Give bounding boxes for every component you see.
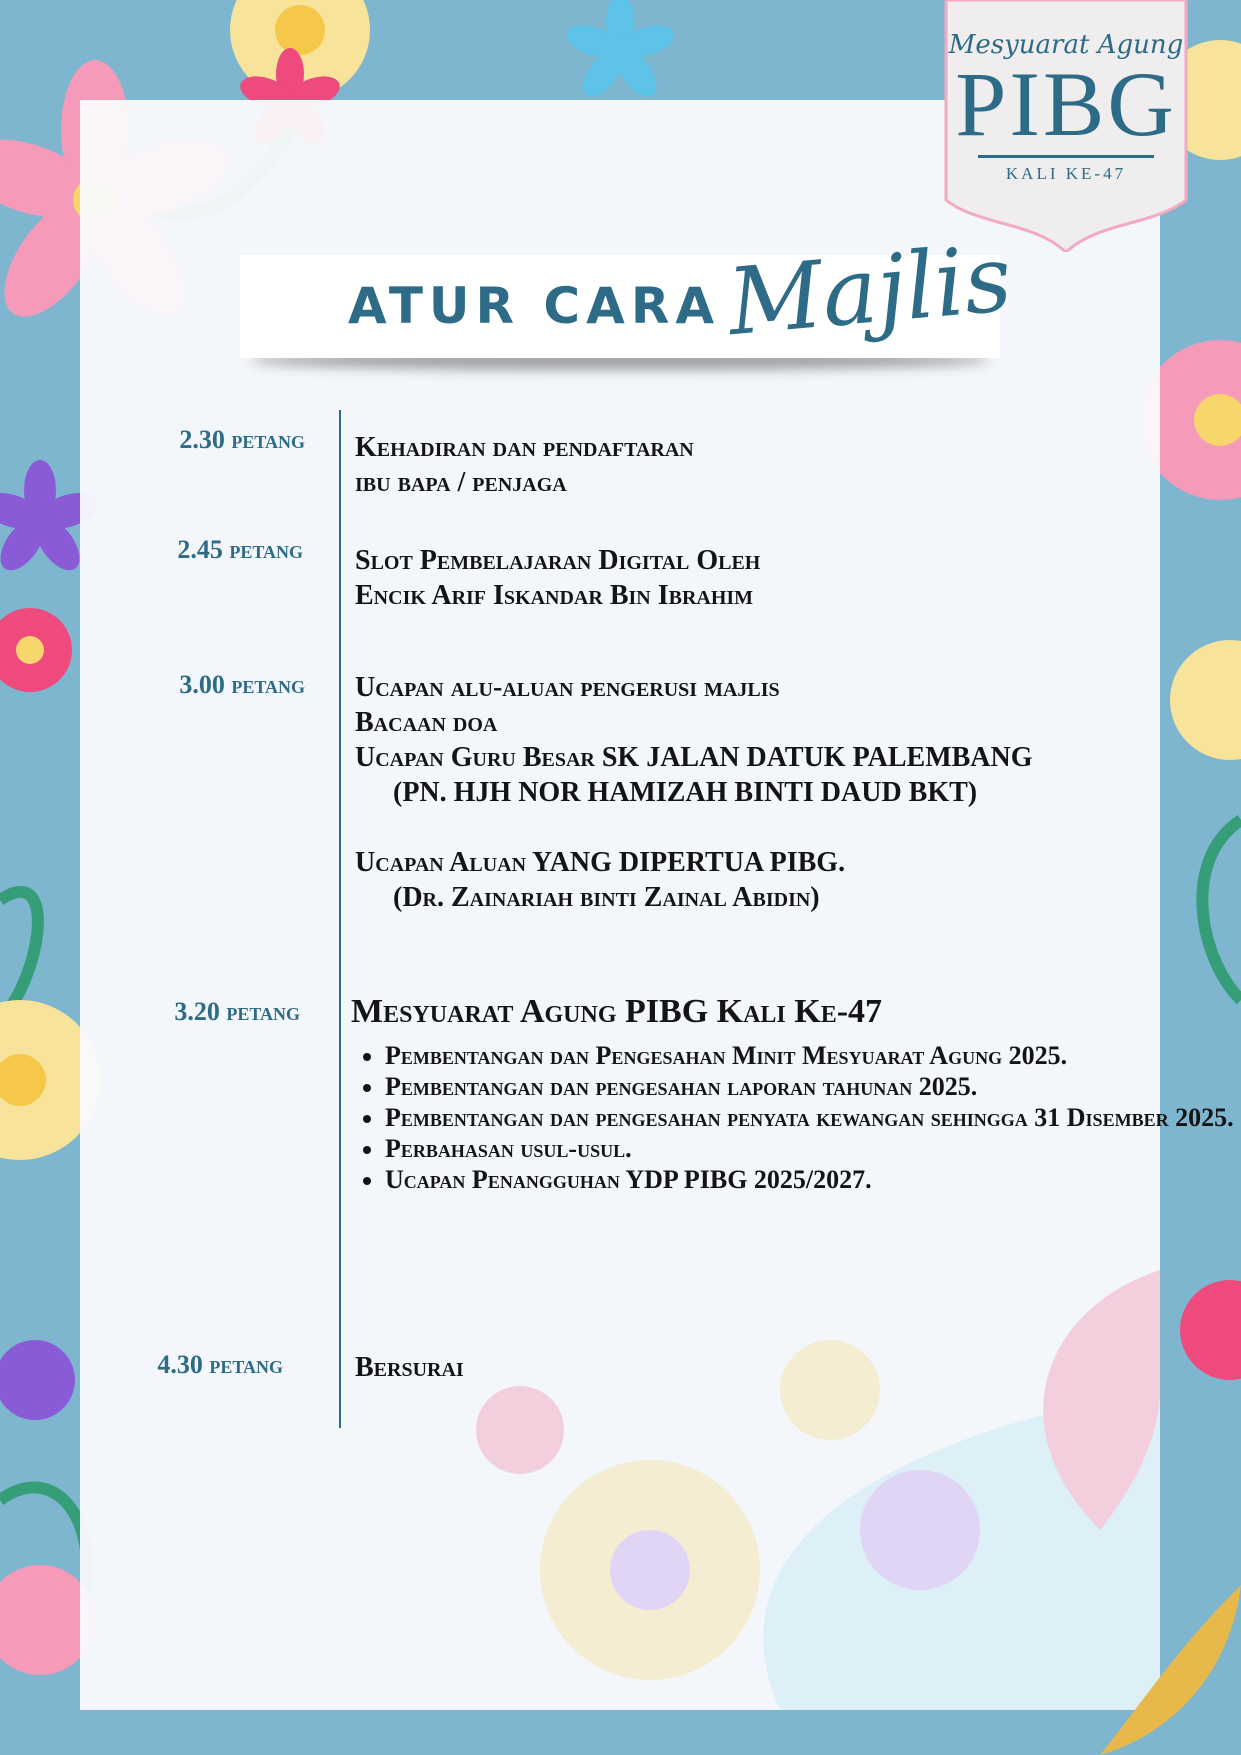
schedule-item: [355, 1350, 464, 1385]
schedule-time: 2.30 petang: [179, 425, 305, 454]
schedule-line: (PN. HJH NOR HAMIZAH BINTI DAUD BKT): [393, 777, 978, 808]
schedule-line: Slot Pembelajaran Digital Oleh: [355, 545, 761, 576]
schedule-item: [355, 670, 1033, 915]
schedule-time: 3.20 petang: [174, 997, 300, 1026]
heading-banner: [240, 224, 1016, 358]
timeline-divider: [339, 410, 341, 1428]
schedule-item: [355, 430, 694, 500]
schedule-time: 4.30 petang: [157, 1350, 283, 1379]
schedule-line: Ucapan alu-aluan pengerusi majlis: [355, 672, 780, 703]
schedule-line: ibu bapa / penjaga: [355, 467, 567, 498]
schedule-line: Bersurai: [355, 1352, 464, 1383]
schedule-line: Encik Arif Iskandar Bin Ibrahim: [355, 580, 754, 611]
schedule-line: Bacaan doa: [355, 707, 498, 738]
agenda-point: • Pembentangan dan Pengesahan Minit Mesyuarat Agung 2025.: [385, 1040, 1234, 1071]
agenda-point: • Pembentangan dan pengesahan laporan tahunan 2025.: [385, 1071, 1234, 1102]
agenda-point: • Ucapan Penangguhan YDP PIBG 2025/2027.: [385, 1164, 1234, 1195]
agenda-list: [351, 1040, 1234, 1195]
badge-edition: KALI KE-47: [1005, 164, 1127, 183]
schedule-line: Ucapan Aluan YANG DIPERTUA PIBG.: [355, 847, 846, 878]
schedule-item: [355, 543, 760, 613]
schedule-spacer: [355, 810, 1033, 845]
agenda-point: • Pembentangan dan pengesahan penyata kewangan sehingga 31 Disember 2025.: [385, 1102, 1234, 1133]
badge-divider: [978, 155, 1154, 158]
page-curl: [1100, 1585, 1241, 1755]
event-badge: [944, 0, 1188, 252]
agenda-point: • Perbahasan usul-usul.: [385, 1133, 1234, 1164]
badge-title: PIBG: [955, 53, 1177, 155]
schedule-time: 3.00 petang: [179, 670, 305, 699]
schedule-line: (Dr. Zainariah binti Zainal Abidin): [393, 882, 820, 913]
schedule-line: Ucapan Guru Besar SK JALAN DATUK PALEMBANG: [355, 742, 1033, 773]
schedule-time: 2.45 petang: [177, 535, 303, 564]
badge-subtitle: Mesyuarat Agung: [948, 30, 1184, 60]
agenda-title: Mesyuarat Agung PIBG Kali Ke-47: [351, 993, 883, 1030]
heading-script: Majlis: [723, 224, 1016, 357]
schedule-item: [351, 992, 1234, 1195]
heading-main: ATUR CARA: [348, 277, 721, 335]
schedule-line: Kehadiran dan pendaftaran: [355, 432, 694, 463]
